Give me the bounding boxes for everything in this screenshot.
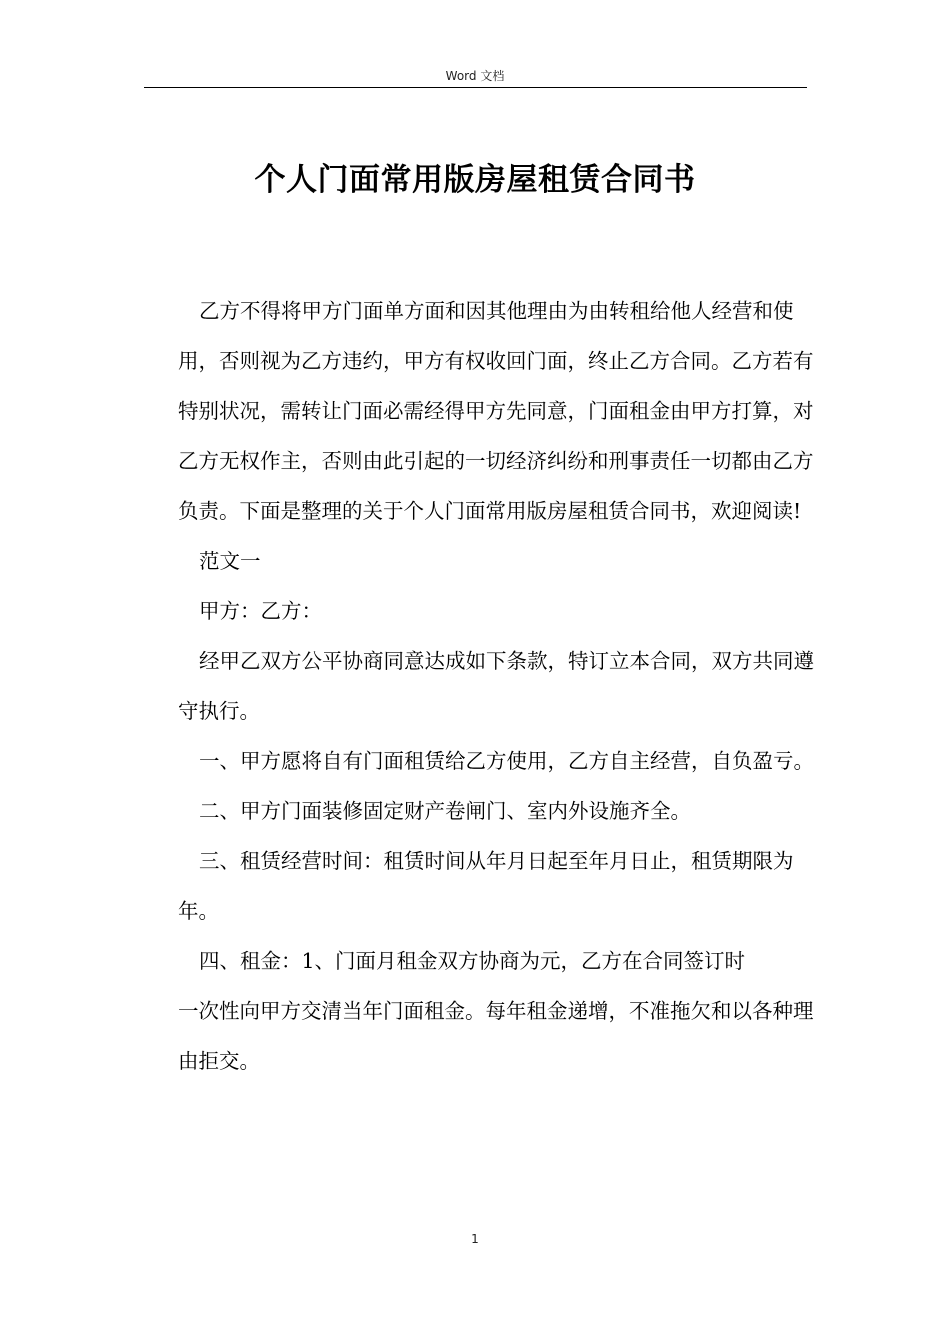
paragraph-clause-3: 三、租赁经营时间：租赁时间从年月日起至年月日止，租赁期限为年。	[178, 849, 794, 923]
paragraph-preamble: 经甲乙双方公平协商同意达成如下条款，特订立本合同，双方共同遵守执行。	[178, 649, 814, 723]
paragraph-clause-1: 一、甲方愿将自有门面租赁给乙方使用，乙方自主经营，自负盈亏。	[199, 749, 814, 773]
header-divider	[144, 87, 807, 88]
document-body	[178, 286, 820, 1086]
paragraph-parties: 甲方：乙方：	[199, 599, 322, 623]
paragraph-intro: 乙方不得将甲方门面单方面和因其他理由为由转租给他人经营和使用，否则视为乙方违约，甲方有权收回门面，终止乙方合同。乙方若有特别状况，需转让门面必需经得甲方先同意，门面租金由甲方打算，对乙方无权作主，否则由此引起的一切经济纠纷和刑事责任一切都由乙方负责。下面是整理的关于个人门面常用版房屋租赁合同书，欢迎阅读!	[178, 299, 814, 523]
paragraph-clause-4-continued: 一次性向甲方交清当年门面租金。每年租金递增，不准拖欠和以各种理由拒交。	[178, 999, 814, 1073]
paragraph-clause-2: 二、甲方门面装修固定财产卷闸门、室内外设施齐全。	[199, 799, 691, 823]
paragraph-clause-4: 四、租金：1、门面月租金双方协商为元，乙方在合同签订时	[199, 949, 746, 973]
paragraph-sample-heading: 范文一	[199, 549, 261, 573]
page-header: Word 文档	[445, 69, 505, 83]
page-number: 1	[471, 1232, 479, 1246]
document-title: 个人门面常用版房屋租赁合同书	[254, 162, 696, 198]
